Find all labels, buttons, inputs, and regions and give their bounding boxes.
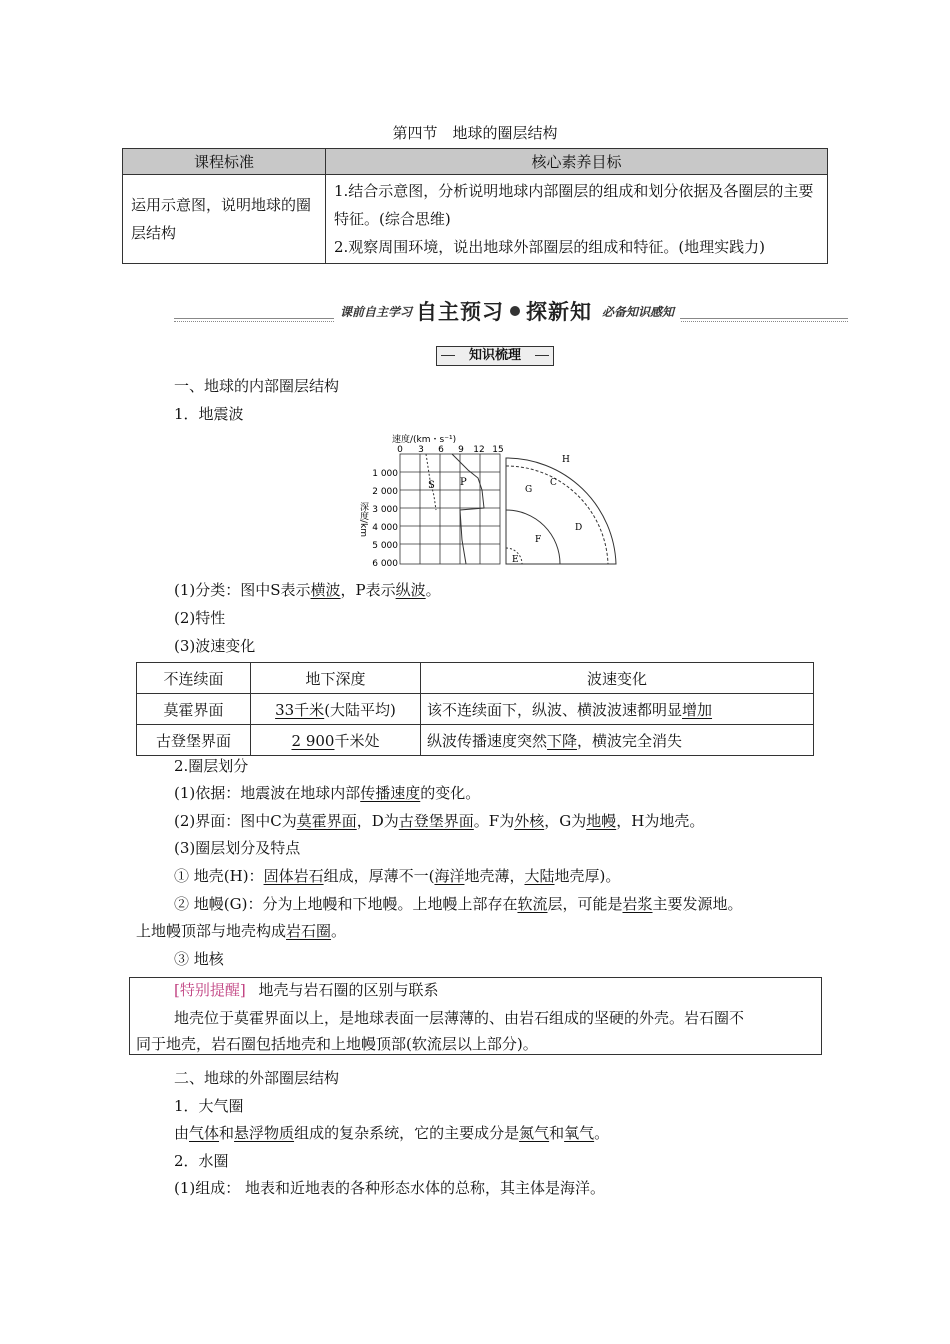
wave-label-s: S: [428, 480, 435, 491]
depth-tick: 5 000: [372, 541, 398, 551]
para-classification: (1)分类：图中S表示横波，P表示纵波。: [174, 581, 441, 599]
knowledge-tag: 知识梳理: [436, 346, 554, 366]
layer-label-f: F: [535, 535, 542, 545]
depth-tick: 1 000: [372, 469, 398, 479]
para-atmosphere: 由气体和悬浮物质组成的复杂系统，它的主要成分是氮气和氧气。: [174, 1124, 610, 1142]
para-lithosphere: 上地幔顶部与地壳构成岩石圈。: [136, 922, 347, 940]
wave-header: 地下深度: [251, 663, 421, 694]
wave-header: 不连续面: [137, 663, 251, 694]
goal-2: 2.观察周围环境，说出地球外部圈层的组成和特征。(地理实践力): [334, 238, 766, 256]
tip-tag: [特别提醒]: [174, 981, 246, 999]
para-crust: ① 地壳(H)：固体岩石组成，厚薄不一(海洋地壳薄，大陆地壳厚)。: [174, 867, 621, 885]
section-1-heading: 一、地球的内部圈层结构: [174, 377, 340, 395]
page-title: 第四节 地球的圈层结构: [392, 124, 558, 142]
arrow-icon: [510, 306, 520, 316]
depth-axis-label: 深度/km: [358, 502, 368, 538]
para-speed-change: (3)波速变化: [174, 637, 256, 655]
banner-right: 必备知识感知: [602, 304, 675, 319]
layer-label-d: D: [575, 523, 583, 533]
layer-label-g: G: [525, 485, 533, 495]
depth-tick: 6 000: [372, 559, 398, 569]
para-division: (3)圈层划分及特点: [174, 839, 301, 857]
depth-tick: 2 000: [372, 487, 398, 497]
para-feature: (2)特性: [174, 609, 226, 627]
speed-tick: 9: [458, 445, 464, 455]
subsection-atmosphere: 1．大气圈: [174, 1097, 244, 1115]
goal-cell: [326, 175, 828, 264]
section-2-heading: 二、地球的外部圈层结构: [174, 1069, 340, 1087]
depth-tick: 4 000: [372, 523, 398, 533]
depth-tick: 3 000: [372, 505, 398, 515]
speed-axis-label: 速度/(km・s⁻¹): [392, 435, 457, 445]
wave-table: [136, 662, 814, 756]
layer-label-h: H: [562, 455, 570, 465]
seismic-figure: [360, 430, 630, 570]
subsection-layers: 2.圈层划分: [174, 757, 249, 775]
speed-tick: 0: [397, 445, 403, 455]
header-goal: 核心素养目标: [326, 149, 828, 175]
tip-line-1: 地壳位于莫霍界面以上，是地球表面一层薄薄的、由岩石组成的坚硬的外壳。岩石圈不: [174, 1009, 745, 1027]
layer-label-e: E: [512, 555, 519, 565]
para-mantle: ② 地幔(G)：分为上地幔和下地幔。上地幔上部存在软流层，可能是岩浆主要发源地。: [174, 895, 743, 913]
tip-heading: [174, 980, 439, 1000]
goal-1: 1.结合示意图，分析说明地球内部圈层的组成和划分依据及各圈层的主要特征。(综合思维): [334, 182, 814, 228]
wave-header: 波速变化: [421, 663, 814, 694]
para-core: ③ 地核: [174, 950, 224, 968]
speed-tick: 6: [438, 445, 444, 455]
wave-label-p: P: [460, 477, 467, 488]
table-row: 古登堡界面 2 900千米处 纵波传播速度突然下降，横波完全消失: [137, 725, 814, 756]
section-banner: [174, 296, 848, 326]
speed-tick: 3: [418, 445, 424, 455]
special-tip-box: [129, 977, 822, 1055]
para-basis: (1)依据：地震波在地球内部传播速度的变化。: [174, 784, 481, 802]
layer-label-c: C: [550, 478, 557, 488]
para-interface: (2)界面：图中C为莫霍界面，D为古登堡界面。F为外核，G为地幔，H为地壳。: [174, 812, 705, 830]
banner-main2: 探新知: [526, 300, 593, 324]
p-wave-curve: [452, 454, 484, 564]
subsection-seismic: 1．地震波: [174, 405, 244, 423]
tip-line-2: 同于地壳，岩石圈包括地壳和上地幔顶部(软流层以上部分)。: [136, 1035, 538, 1053]
banner-main: 自主预习: [416, 300, 505, 324]
banner-left: 课前自主学习: [340, 304, 413, 319]
table-row: 莫霍界面 33千米(大陆平均) 该不连续面下，纵波、横波波速都明显增加: [137, 694, 814, 725]
tip-title: 地壳与岩石圈的区别与联系: [258, 981, 439, 999]
speed-tick: 12: [473, 445, 485, 455]
header-standard: 课程标准: [123, 149, 326, 175]
standard-cell: 运用示意图，说明地球的圈层结构: [123, 175, 326, 264]
standards-table: [122, 148, 828, 264]
para-hydrosphere: (1)组成： 地表和近地表的各种形态水体的总称，其主体是海洋。: [174, 1179, 606, 1197]
speed-tick: 15: [492, 445, 504, 455]
subsection-hydrosphere: 2．水圈: [174, 1152, 229, 1170]
